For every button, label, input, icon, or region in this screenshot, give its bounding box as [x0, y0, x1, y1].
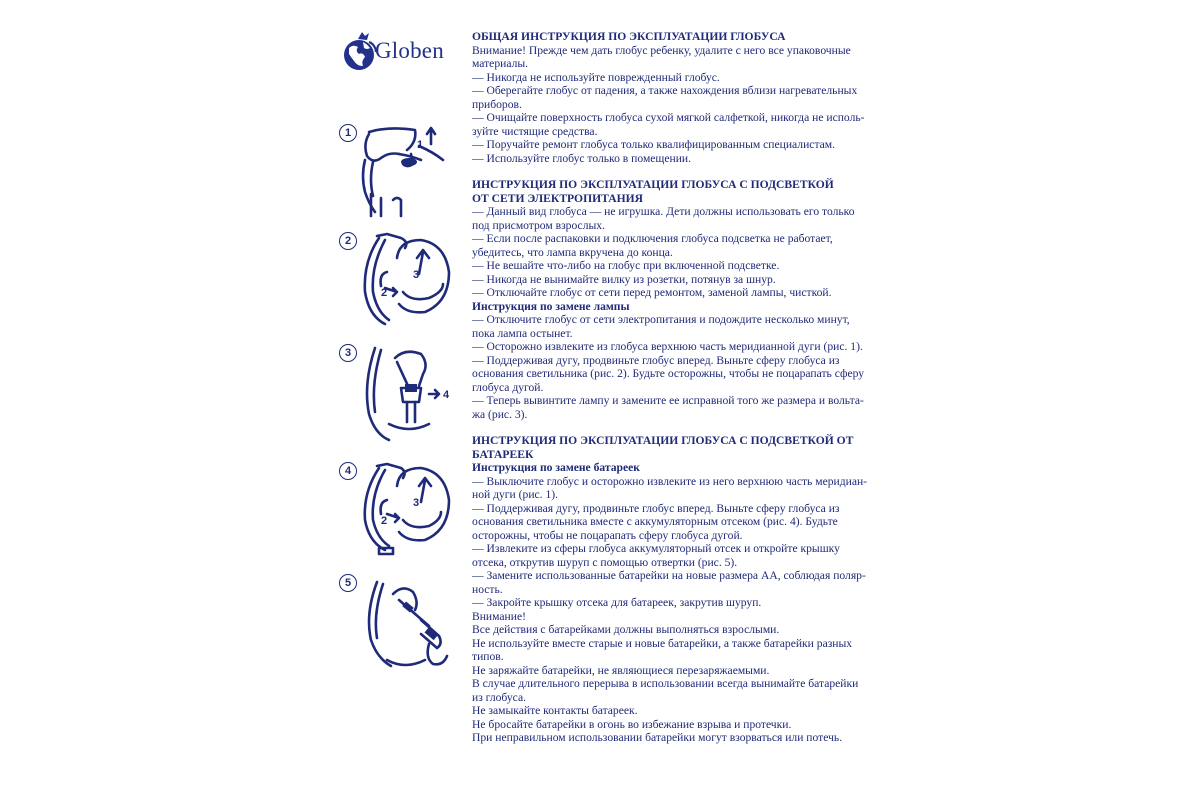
text-line: зуйте чистящие средства.	[472, 124, 598, 138]
text-line: Не заряжайте батарейки, не являющиеся перезаряжаемыми.	[472, 663, 770, 677]
figure-number: 1	[339, 124, 357, 142]
globe-logo-icon	[343, 30, 379, 74]
text-line: — Поддерживая дугу, продвиньте глобус вперед. Выньте сферу глобуса из	[472, 353, 840, 367]
text-line: — Теперь вывинтите лампу и замените ее исправной того же размера и вольта-	[472, 394, 864, 407]
text-line: Не замыкайте контакты батареек.	[472, 704, 638, 717]
figure-number: 4	[339, 462, 357, 480]
text-line: В случае длительного перерыва в использовании всегда вынимайте батарейки	[472, 677, 859, 690]
figure-number: 3	[339, 344, 357, 362]
text-line: — Отключите глобус от сети электропитания и подождите несколько минут,	[472, 313, 850, 326]
globen-logo	[343, 30, 461, 76]
text-line: глобуса дугой.	[472, 380, 544, 394]
text-line: При неправильном использовании батарейки могут взорваться или потечь.	[472, 731, 843, 744]
figure-1	[335, 124, 465, 224]
illustrations-column	[335, 26, 465, 686]
text-line: — Оберегайте глобус от падения, а также нахождения вблизи нагревательных	[472, 84, 858, 97]
text-line: — Закройте крышку отсека для батареек, закрутив шуруп.	[472, 596, 762, 609]
section-heading: БАТАРЕЕК	[472, 447, 534, 461]
subsection-heading: Инструкция по замене лампы	[472, 299, 630, 313]
text-line: Не бросайте батарейки в огонь во избежание взрыва и протечки.	[472, 717, 792, 731]
figure-3-illustration	[359, 344, 459, 444]
figure-4	[335, 462, 465, 562]
subsection-heading: Инструкция по замене батареек	[472, 461, 640, 474]
text-line: Не используйте вместе старые и новые батарейки, а также батарейки разных	[472, 636, 853, 650]
figure-number: 2	[339, 232, 357, 250]
text-line: — Поддерживая дугу, продвиньте глобус вперед. Выньте сферу глобуса из	[472, 501, 840, 515]
figure-5	[335, 574, 465, 674]
brand-name: Globen	[375, 38, 444, 63]
text-line: Внимание!	[472, 609, 526, 623]
text-line: — Используйте глобус только в помещении.	[472, 151, 692, 165]
text-line: — Замените использованные батарейки на новые размера АА, соблюдая поляр-	[472, 569, 866, 582]
text-line: материалы.	[472, 57, 529, 70]
section-heading: ИНСТРУКЦИЯ ПО ЭКСПЛУАТАЦИИ ГЛОБУСА С ПОДСВЕТКОЙ	[472, 178, 834, 191]
figure-3	[335, 344, 465, 444]
arrow-label: 3	[413, 497, 420, 509]
text-line: — Отключайте глобус от сети перед ремонтом, заменой лампы, чисткой.	[472, 286, 832, 299]
text-line: основания светильника (рис. 2). Будьте осторожны, чтобы не поцарапать сферу	[472, 367, 865, 380]
text-line: приборов.	[472, 97, 522, 111]
section-heading: ИНСТРУКЦИЯ ПО ЭКСПЛУАТАЦИИ ГЛОБУСА С ПОДСВЕТКОЙ ОТ	[472, 434, 854, 447]
text-line: ность.	[472, 582, 503, 596]
text-line: — Никогда не используйте поврежденный глобус.	[472, 70, 720, 84]
section-heading: ОБЩАЯ ИНСТРУКЦИЯ ПО ЭКСПЛУАТАЦИИ ГЛОБУСА	[472, 30, 786, 43]
figure-4-illustration	[359, 462, 459, 562]
section-general	[472, 30, 872, 165]
text-line: — Извлеките из сферы глобуса аккумуляторный отсек и откройте крышку	[472, 542, 840, 555]
figure-5-illustration	[359, 574, 459, 674]
arrow-label: 2	[381, 515, 388, 527]
text-line: пока лампа остынет.	[472, 326, 573, 340]
figure-number: 5	[339, 574, 357, 592]
text-line: — Если после распаковки и подключения глобуса подсветка не работает,	[472, 232, 833, 245]
text-line: типов.	[472, 650, 504, 663]
text-line: — Очищайте поверхность глобуса сухой мягкой салфеткой, никогда не исполь-	[472, 111, 865, 124]
text-line: жа (рис. 3).	[472, 407, 528, 421]
text-line: — Никогда не вынимайте вилку из розетки, потянув за шнур.	[472, 272, 776, 286]
text-line: под присмотром взрослых.	[472, 218, 605, 232]
text-line: из глобуса.	[472, 690, 527, 704]
arrow-label: 1	[417, 139, 424, 151]
text-line: отсека, открутив шуруп с помощью отвертки (рис. 5).	[472, 555, 738, 569]
text-line: Все действия с батарейками должны выполняться взрослыми.	[472, 623, 780, 636]
text-line: — Поручайте ремонт глобуса только квалифицированным специалистам.	[472, 138, 836, 151]
text-line: основания светильника вместе с аккумуляторным отсеком (рис. 4). Будьте	[472, 515, 838, 528]
figure-2-illustration	[359, 232, 459, 332]
section-heading: ОТ СЕТИ ЭЛЕКТРОПИТАНИЯ	[472, 191, 644, 205]
figure-1-illustration	[359, 124, 459, 224]
text-line: ной дуги (рис. 1).	[472, 488, 559, 501]
arrow-label: 3	[413, 269, 420, 281]
text-line: осторожны, чтобы не поцарапать сферу глобуса дугой.	[472, 528, 743, 542]
text-line: — Выключите глобус и осторожно извлеките из него верхнюю часть меридиан-	[472, 474, 868, 488]
text-line: — Не вешайте что-либо на глобус при включенной подсветке.	[472, 259, 780, 272]
text-line: Внимание! Прежде чем дать глобус ребенку, удалите с него все упаковочные	[472, 43, 851, 57]
figure-2	[335, 232, 465, 332]
text-line: — Данный вид глобуса — не игрушка. Дети должны использовать его только	[472, 205, 855, 218]
text-line: убедитесь, что лампа вкручена до конца.	[472, 245, 673, 259]
section-battery-powered	[472, 434, 872, 745]
arrow-label: 2	[381, 287, 388, 299]
arrow-label: 4	[443, 389, 450, 401]
section-mains-powered	[472, 178, 872, 421]
instructions-text	[472, 30, 872, 745]
text-line: — Осторожно извлеките из глобуса верхнюю часть меридианной дуги (рис. 1).	[472, 340, 863, 353]
